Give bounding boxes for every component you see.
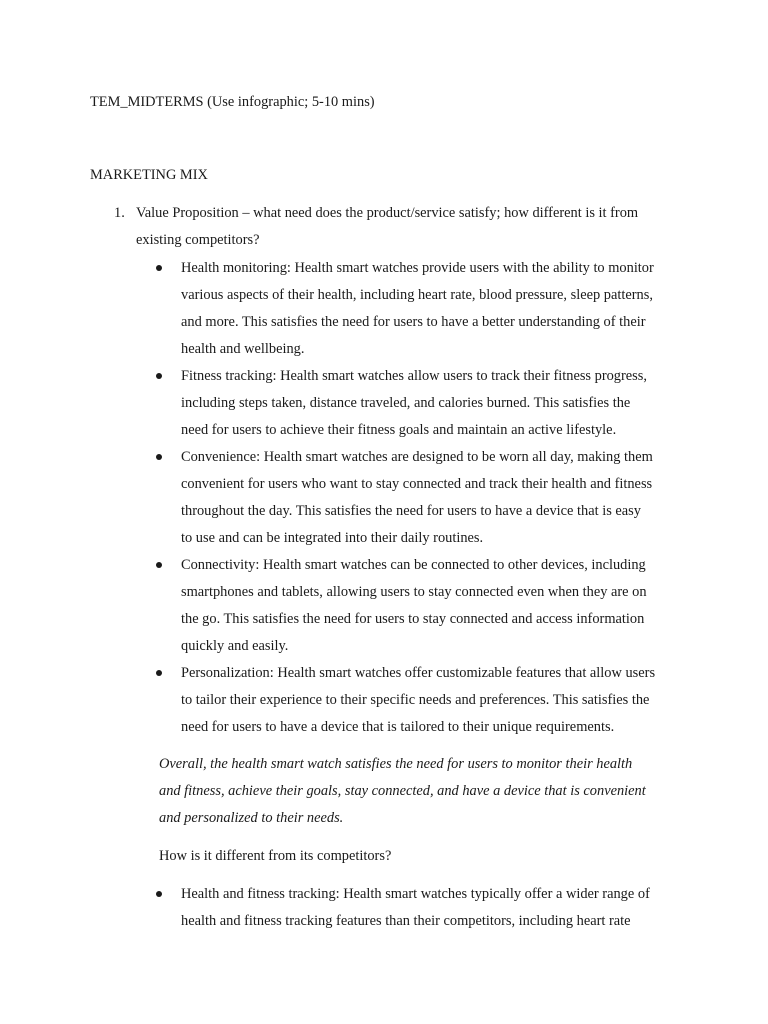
bullet-text-line: and more. This satisfies the need for users to have a better understanding of their xyxy=(181,314,646,330)
value-proposition-question-line: existing competitors? xyxy=(136,232,260,248)
bullet-text-line: Health and fitness tracking: Health smart watches typically offer a wider range of xyxy=(181,886,650,902)
bullet-text-line: need for users to have a device that is tailored to their unique requirements. xyxy=(181,719,615,735)
bullet-icon xyxy=(156,891,162,897)
bullet-icon xyxy=(156,373,162,379)
competitors-question: How is it different from its competitors? xyxy=(159,848,392,864)
list-number: 1. xyxy=(114,205,125,221)
bullet-icon xyxy=(156,265,162,271)
bullet-icon xyxy=(156,670,162,676)
bullet-text-line: health and wellbeing. xyxy=(181,341,305,357)
overall-summary-line: Overall, the health smart watch satisfies the need for users to monitor their health xyxy=(159,756,633,772)
bullet-text-line: Health monitoring: Health smart watches provide users with the ability to monitor xyxy=(181,260,654,276)
bullet-text-line: Fitness tracking: Health smart watches allow users to track their fitness progress, xyxy=(181,368,647,384)
bullet-text-line: quickly and easily. xyxy=(181,638,289,654)
bullet-icon xyxy=(156,454,162,460)
bullet-text-line: smartphones and tablets, allowing users to stay connected even when they are on xyxy=(181,584,647,600)
bullet-icon xyxy=(156,562,162,568)
value-proposition-question-line: Value Proposition – what need does the product/service satisfy; how different is it from xyxy=(136,205,639,221)
bullet-text-line: various aspects of their health, including heart rate, blood pressure, sleep patterns, xyxy=(181,287,653,303)
bullet-text-line: Convenience: Health smart watches are designed to be worn all day, making them xyxy=(181,449,653,465)
bullet-text-line: health and fitness tracking features than their competitors, including heart rate xyxy=(181,913,631,929)
bullet-text-line: need for users to achieve their fitness goals and maintain an active lifestyle. xyxy=(181,422,617,438)
bullet-text-line: Connectivity: Health smart watches can be connected to other devices, including xyxy=(181,557,646,573)
bullet-text-line: to tailor their experience to their specific needs and preferences. This satisfies the xyxy=(181,692,650,708)
overall-summary-line: and personalized to their needs. xyxy=(159,810,344,826)
bullet-text-line: to use and can be integrated into their daily routines. xyxy=(181,530,484,546)
section-heading: MARKETING MIX xyxy=(90,167,208,183)
document-title: TEM_MIDTERMS (Use infographic; 5-10 mins) xyxy=(90,94,375,110)
bullet-text-line: Personalization: Health smart watches offer customizable features that allow users xyxy=(181,665,656,681)
overall-summary-line: and fitness, achieve their goals, stay connected, and have a device that is convenient xyxy=(159,783,646,799)
bullet-text-line: including steps taken, distance traveled, and calories burned. This satisfies the xyxy=(181,395,631,411)
bullet-text-line: convenient for users who want to stay connected and track their health and fitness xyxy=(181,476,653,492)
bullet-text-line: the go. This satisfies the need for users to stay connected and access information xyxy=(181,611,645,627)
bullet-text-line: throughout the day. This satisfies the need for users to have a device that is easy xyxy=(181,503,641,519)
